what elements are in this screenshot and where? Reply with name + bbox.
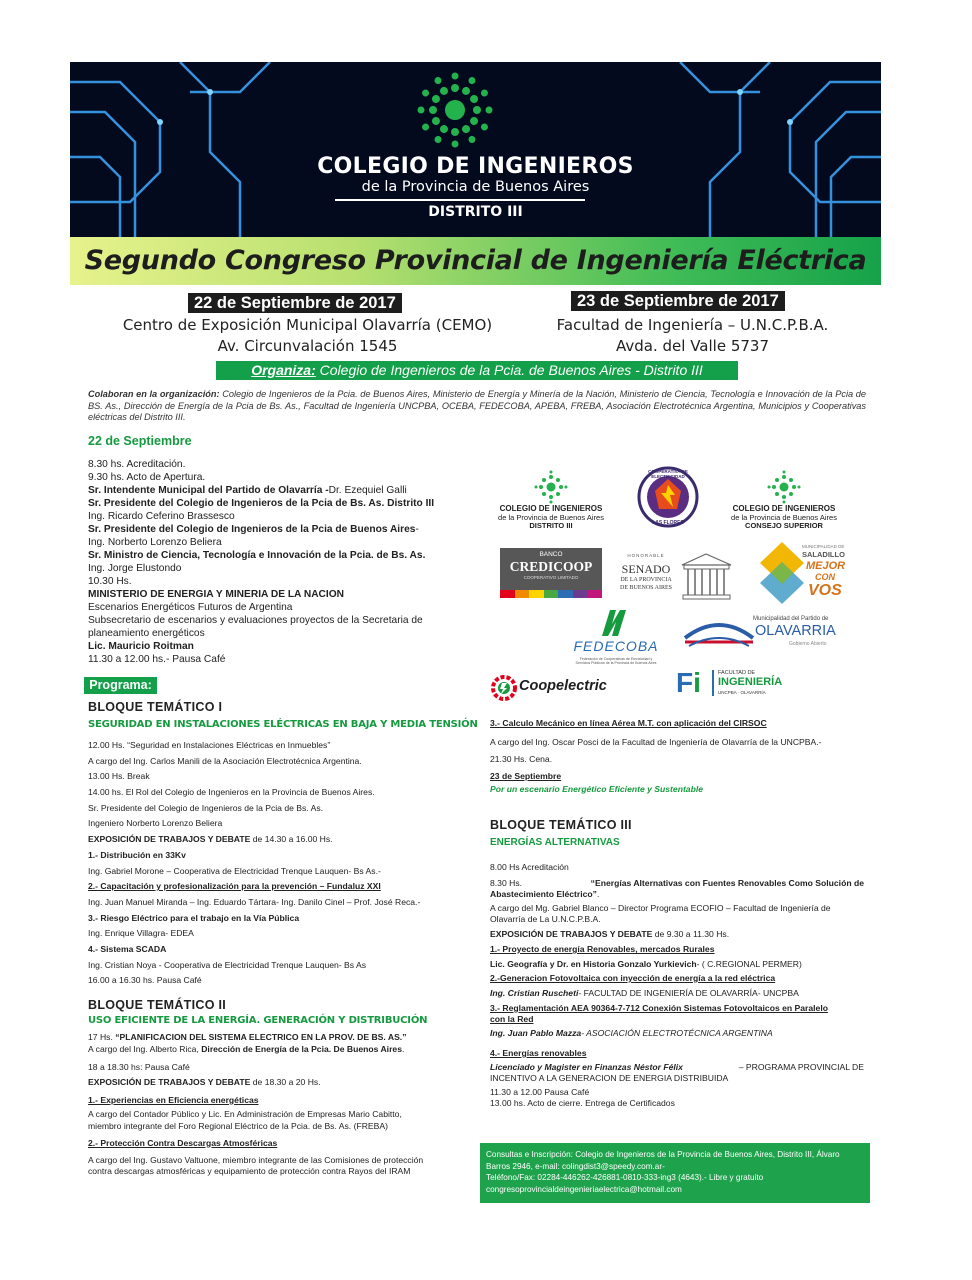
schedule-line: 11.30 a 12.00 hs.- Pausa Café (88, 654, 226, 665)
text-bold: Abastecimiento Eléctrico” (490, 889, 597, 899)
schedule-bold: Sr. Intendente Municipal del Partido de Olavarría - (88, 485, 329, 496)
bloque1-expo (88, 834, 420, 850)
logo-text: DE LA PROVINCIA (620, 577, 672, 583)
text: – PROGRAMA PROVINCIAL DE (738, 1062, 864, 1072)
schedule-line: Ing. Ricardo Ceferino Brassesco (88, 511, 235, 522)
topic-speaker: INCENTIVO A LA GENERACION DE ENERGIA DISTRIBUIDA (490, 1073, 729, 1083)
credicoop-logo (500, 548, 602, 598)
lema: Por un escenario Energético Eficiente y Sustentable (490, 784, 703, 794)
text-bold: Dirección de Energía de la Pcia. De Buenos Aires (201, 1044, 402, 1054)
credicoop-color-stripe (500, 590, 602, 598)
bloque2-line (88, 1032, 423, 1044)
colegio-logo-icon (767, 470, 801, 504)
topic-speaker: Ing. Juan Manuel Miranda – Ing. Eduardo Tártara- Ing. Danilo Cinel – Prof. José Reca.- (88, 896, 421, 907)
topic-title: con la Red (490, 1014, 534, 1024)
organiza-label: Organiza: (251, 362, 316, 378)
topic-speaker: Ing. Cristian Noya - Cooperativa de Electricidad Trenque Lauquen- Bs As (88, 959, 367, 970)
topic-speaker (490, 1062, 864, 1073)
topic-speaker: A cargo del Ing. Gustavo Valtuone, miembro integrante de las Comisiones de protección (88, 1154, 424, 1165)
topic-speaker: Ing. Enrique Villagra- EDEA (88, 928, 194, 939)
schedule-text: - (415, 524, 419, 535)
topic-speaker: miembro integrante del Foro Regional Eléctrico de la Pcia. de Bs. As. (FREBA) (88, 1120, 388, 1131)
contact-line[interactable]: Barros 2946, e-mail: colingdist3@speedy.com.ar- (486, 1161, 665, 1171)
date-day2-label: 23 de Septiembre de 2017 (571, 291, 785, 311)
legislature-building-icon (680, 551, 733, 601)
expo-label: EXPOSICIÓN DE TRABAJOS Y DEBATE (490, 929, 653, 939)
logo-text: Gobierno Abierto (789, 641, 827, 647)
text: . (401, 1044, 405, 1054)
bloque1-content (88, 740, 420, 991)
logo-text: LAS FLORES (652, 520, 684, 526)
colaboran-text: Colegio de Ingenieros de la Pcia. de Buenos Aires, Ministerio de Energía y Minería de la Nación, Ministerio de Ciencia, Tecnología e Innovación de la Pcia de BS. As., Dirección de Energía de la Pcia de Bs. As., Facultad de Ingeniería UNCPBA, OCEBA, FEDECOBA, APEBA, FREBA, Asociación Electrotécnica Argentina, Municipios y Cooperativas eléctricas del Distrito III. (88, 389, 866, 422)
organiza-text: Colegio de Ingenieros de la Pcia. de Buenos Aires - Distrito III (315, 362, 703, 378)
schedule-text: Dr. Ezequiel Galli (328, 485, 407, 496)
logo-text: CON (815, 572, 835, 582)
divider (712, 670, 714, 696)
logo-text: de la Provincia de Buenos Aires (498, 512, 604, 522)
facultad-ingenieria-logo (676, 668, 826, 700)
logo-text: VOS (808, 582, 842, 599)
colegio-consejo-logo (728, 470, 840, 531)
logo-text: Municipalidad del Partido de (753, 616, 829, 622)
topic-speaker: Ing. Gabriel Morone – Cooperativa de Electricidad Trenque Lauquen- Bs As.- (88, 865, 381, 876)
logo-text: OLAVARRIA (755, 623, 836, 639)
schedule-bold: MINISTERIO DE ENERGIA Y MINERIA DE LA NACION (88, 589, 345, 600)
date-day1 (188, 294, 402, 313)
expo-label: EXPOSICIÓN DE TRABAJOS Y DEBATE (88, 1077, 251, 1087)
schedule-line (88, 588, 434, 601)
logo-text: BANCO (539, 551, 563, 558)
topic-title: 1.- Experiencias en Eficiencia energéticas (88, 1095, 259, 1105)
contact-line: Consultas e Inscripción: Colegio de Ingenieros de la Provincia de Buenos Aires, Distrito III, Álvaro (486, 1150, 840, 1159)
expo-time: de 9.30 a 11.30 Hs. (652, 929, 730, 939)
org-subtitle: de la Provincia de Buenos Aires (361, 179, 590, 195)
topic-speaker: A cargo del Ing. Oscar Posci de la Facultad de Ingeniería de Olavarría de la UNCPBA.- (490, 737, 822, 747)
logo-text: MUNICIPALIDAD DE (802, 544, 845, 549)
coopelectric-gear-icon (490, 674, 518, 702)
coopelectric-logo (490, 672, 635, 704)
text-bold: Ing. Juan Pablo Mazza (490, 1028, 582, 1038)
logo-text: COOPERATIVO LIMITADO (523, 575, 579, 580)
schedule-line: 8.30 hs. Acreditación. (88, 459, 186, 470)
topic-speaker (490, 1028, 864, 1048)
text: 17 Hs. (88, 1032, 116, 1042)
schedule-line: Ing. Norberto Lorenzo Beliera (88, 537, 222, 548)
bloque1-line: 12.00 Hs. “Seguridad en Instalaciones Eléctricas en Inmuebles” (88, 740, 331, 750)
logo-text: DISTRITO III (529, 521, 573, 530)
logo-text: de la Provincia de Buenos Aires (731, 512, 837, 522)
schedule-line (88, 523, 434, 536)
logo-text: Federación de Cooperativas de Electricidad y Servicios Públicos de la Provincia de Buenos Aires (575, 657, 657, 665)
schedule-line: 10.30 Hs. (88, 576, 132, 587)
bloque3-line: Olavarría de La U.N.C.P.B.A. (490, 914, 601, 924)
cooperativa-las-flores-logo (637, 465, 699, 530)
topic-speaker (490, 959, 864, 973)
logo-text: MEJOR (806, 560, 846, 572)
logo-text: Coopelectric (519, 678, 607, 694)
topic-speaker: contra descargas atmosféricas y equipamiento de protección contra Rayos del IRAM (88, 1166, 411, 1176)
day22-heading: 22 de Septiembre (88, 434, 192, 448)
event-title-bar (70, 237, 881, 285)
event-title: Segundo Congreso Provincial de Ingeniería Eléctrica (84, 245, 867, 276)
bloque2-line: 18 a 18.30 hs: Pausa Café (88, 1062, 190, 1072)
bloque2-content (88, 1032, 423, 1178)
address-day1: Av. Circunvalación 1545 (217, 337, 398, 355)
bloque3-line: A cargo del Mg. Gabriel Blanco – Director Programa ECOFIO – Facultad de Ingeniería de (490, 903, 831, 913)
address-day2: Avda. del Valle 5737 (616, 337, 769, 355)
fi-mark-icon: Fi (676, 667, 701, 698)
logo-text: HONORABLE (627, 553, 665, 558)
bloque1-line: Ingeniero Norberto Lorenzo Beliera (88, 818, 223, 829)
logo-text: CONSEJO SUPERIOR (745, 521, 823, 530)
topic-title: 2.- Capacitación y profesionalización para la prevención – Fundaluz XXI (88, 881, 381, 892)
text: - ASOCIACIÓN ELECTROTÉCNICA ARGENTINA (581, 1028, 773, 1038)
saladillo-diamond-icon (760, 542, 804, 604)
bloque1-line: Sr. Presidente del Colegio de Ingenieros de la Pcia de Bs. As. (88, 802, 324, 813)
colaboran-label: Colaboran en la organización: (88, 389, 220, 399)
contact-email-link[interactable]: congresoprovincialdeingenieriaelectrica@hotmail.com (486, 1184, 682, 1194)
topic-title: 2.-Generacion Fotovoltaica con inyección de energía a la red eléctrica (490, 973, 776, 983)
schedule-bold: Lic. Mauricio Roitman (88, 641, 194, 652)
logo-text: CREDICOOP (509, 559, 593, 574)
colegio-logo-icon (413, 68, 497, 152)
expo-time: de 14.30 a 16.00 Hs. (250, 834, 333, 845)
topic-title: 3.- Calculo Mecánico en línea Aérea M.T. con aplicación del CIRSOC (490, 718, 767, 728)
text-bold: Licenciado y Magister en Finanzas Néstor Félix (490, 1062, 683, 1072)
schedule-line (88, 497, 434, 510)
topic-speaker: A cargo del Contador Público y Lic. En Administración de Empresas Mario Cabitto, (88, 1109, 402, 1119)
bloque3-line (490, 878, 864, 889)
organiza-bar (216, 361, 738, 380)
bloque1-line: 13.00 Hs. Break (88, 771, 150, 782)
bloque3-content (490, 862, 864, 1109)
org-title: COLEGIO DE INGENIEROS (317, 154, 634, 179)
day23-heading: 23 de Septiembre (490, 771, 562, 781)
bloque3-title: BLOQUE TEMÁTICO III (490, 818, 632, 832)
bloque2-title: BLOQUE TEMÁTICO II (88, 998, 227, 1012)
text-bold: “Energías Alternativas con Fuentes Renovables Como Solución de (590, 878, 864, 888)
text-bold: “PLANIFICACION DEL SISTEMA ELECTRICO EN LA PROV. DE BS. AS.” (115, 1032, 407, 1042)
bloque3-expo (490, 929, 864, 944)
venue-day1: Centro de Exposición Municipal Olavarría (CEMO) (122, 316, 493, 334)
logo-text: FEDECOBA (573, 638, 659, 654)
topic-title: 2.- Protección Contra Descargas Atmosféricas (88, 1137, 278, 1148)
topic-title: 3.- Riesgo Eléctrico para el trabajo en la Vía Pública (88, 912, 300, 923)
topic-title: 4.- Sistema SCADA (88, 943, 167, 954)
schedule-line: Escenarios Energéticos Futuros de Argentina (88, 602, 293, 613)
bloque2-line (88, 1044, 423, 1062)
saladillo-logo (758, 540, 858, 606)
logo-text: FACULTAD DE (718, 670, 756, 676)
text: A cargo del Ing. Alberto Rica, (88, 1044, 202, 1054)
header-banner (70, 62, 881, 237)
schedule-line (88, 549, 434, 562)
schedule-bold: Sr. Presidente del Colegio de Ingenieros de la Pcia de Bs. As. Distrito III (88, 498, 435, 509)
fedecoba-logo (566, 606, 666, 671)
schedule-line (88, 484, 434, 497)
schedule-bold: Sr. Presidente del Colegio de Ingenieros de la Pcia de Buenos Aires (88, 524, 416, 535)
programa-badge: Programa: (84, 677, 157, 694)
olavarria-bridge-icon (683, 616, 755, 650)
schedule-line (88, 640, 434, 653)
schedule-line: Subsecretario de escenarios y evaluaciones proyectos de la Secretaria de (88, 615, 423, 626)
bloque3-line (490, 889, 864, 903)
bloque3-subtitle: ENERGÍAS ALTERNATIVAS (490, 837, 620, 848)
olavarria-logo (683, 612, 858, 662)
venue-day2: Facultad de Ingeniería – U.N.C.P.B.A. (556, 316, 829, 334)
logo-text: SENADO (621, 562, 671, 576)
text: . (596, 889, 600, 899)
right-top-content (490, 718, 822, 796)
colegio-distrito-logo (495, 470, 607, 531)
schedule-line: 9.30 hs. Acto de Apertura. (88, 472, 206, 483)
bloque2-subtitle: USO EFICIENTE DE LA ENERGÍA. GENERACIÓN Y DISTRIBUCIÓN (88, 1015, 428, 1026)
topic-title: 1.- Proyecto de energía Renovables, mercados Rurales (490, 944, 715, 954)
logo-text: COLEGIO DE INGENIEROS (732, 504, 836, 513)
schedule-line: Ing. Jorge Elustondo (88, 563, 182, 574)
text: - FACULTAD DE INGENIERÍA DE OLAVARRÍA- UNCPBA (578, 988, 799, 998)
date-day1-label: 22 de Septiembre de 2017 (188, 293, 402, 313)
text-bold: Lic. Geografía y Dr. en Historia Gonzalo Yurkievich (490, 959, 697, 969)
topic-speaker (490, 988, 864, 1003)
senado-logo (614, 551, 678, 597)
day22-schedule (88, 458, 434, 666)
logo-text: SALADILLO (802, 550, 845, 559)
text: - ( C.REGIONAL PERMER) (696, 959, 802, 969)
bloque1-subtitle: SEGURIDAD EN INSTALACIONES ELÉCTRICAS EN BAJA Y MEDIA TENSIÓN (88, 719, 478, 730)
expo-label: EXPOSICIÓN DE TRABAJOS Y DEBATE (88, 834, 251, 845)
cena-line: 21.30 Hs. Cena. (490, 754, 553, 764)
schedule-bold: Sr. Ministro de Ciencia, Tecnología e Innovación de la Pcia. de Bs. As. (88, 550, 426, 561)
schedule-line: planeamiento energéticos (88, 628, 205, 639)
logo-text: INGENIERÍA (718, 676, 783, 688)
bloque3-line: 11.30 a 12.00 Pausa Café (490, 1087, 590, 1097)
topic-title: 1.- Distribución en 33Kv (88, 849, 186, 860)
topic-title: 4.- Energías renovables (490, 1048, 587, 1058)
bloque3-line: 13.00 hs. Acto de cierre. Entrega de Certificados (490, 1098, 675, 1108)
date-day2 (571, 292, 785, 311)
bloque1-line: A cargo del Ing. Carlos Manili de la Asociación Electrotécnica Argentina. (88, 755, 362, 766)
bloque3-line: 8.00 Hs Acreditación (490, 862, 569, 872)
bloque2-expo (88, 1077, 423, 1095)
text-bold: Ing. Cristian Ruscheti (490, 988, 579, 998)
logo-text: UNCPBA · OLAVARRÍA (718, 690, 766, 695)
topic-title: 3.- Reglamentación AEA 90364-7-712 Conexión Sistemas Fotovoltaicos en Paralelo (490, 1003, 828, 1013)
logo-text: COOPERATIVA DE ELECTRICIDAD (648, 469, 688, 479)
expo-time: de 18.30 a 20 Hs. (250, 1077, 321, 1087)
org-district: DISTRITO III (428, 204, 523, 220)
logo-text: COLEGIO DE INGENIEROS (499, 504, 603, 513)
colegio-logo-icon (534, 470, 568, 504)
bloque1-end: 16.00 a 16.30 hs. Pausa Café (88, 975, 202, 986)
divider (335, 199, 585, 201)
contact-box (480, 1143, 870, 1203)
colaboran-paragraph (88, 389, 866, 424)
bloque1-line: 14.00 hs. El Rol del Colegio de Ingenieros en la Provincia de Buenos Aires. (88, 787, 375, 798)
bloque1-title: BLOQUE TEMÁTICO I (88, 700, 223, 714)
text: 8.30 Hs. (490, 878, 523, 888)
fedecoba-symbol-icon (596, 606, 634, 638)
contact-line: Teléfono/Fax: 02284-446262-426881-0810-333-ing3 (4643).- Libre y gratuito (486, 1173, 764, 1182)
logo-text: DE BUENOS AIRES (619, 585, 672, 591)
